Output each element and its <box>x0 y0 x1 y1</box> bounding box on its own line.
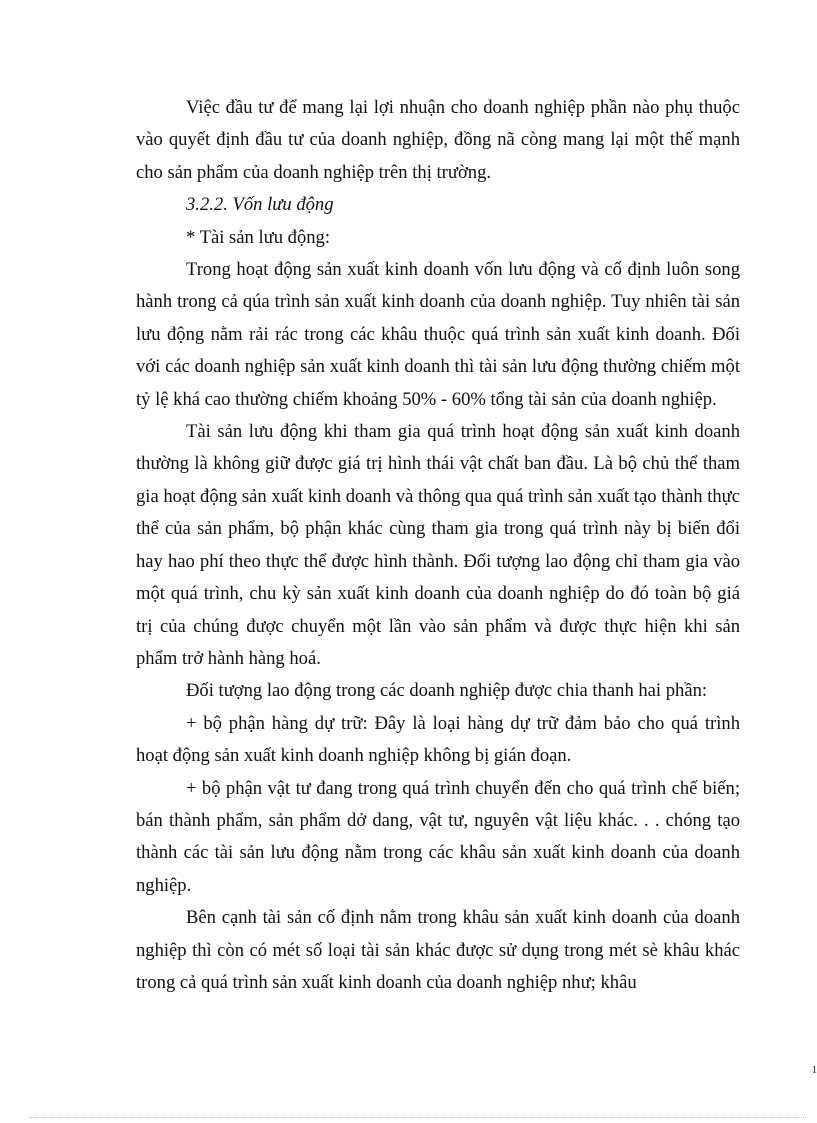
paragraph-other-assets: Bên cạnh tài sản cố định nằm trong khâu sản xuất kinh doanh của doanh nghiệp thì còn có mét số loại tài sản khác được sử dụng trong mét sè khâu khác trong cả quá trình sản xuất kinh doanh của doanh nghiệp như; khâu <box>136 907 740 993</box>
paragraph-investment: Việc đầu tư để mang lại lợi nhuận cho doanh nghiệp phần nào phụ thuộc vào quyết định đầu tư của doanh nghiệp, đồng nã còng mang lại một thế mạnh cho sản phẩm của doanh nghiệp trên thị trường. <box>136 97 740 183</box>
page-bottom-dotted-rule <box>28 1117 806 1118</box>
document-body <box>136 92 740 999</box>
list-item-materials-in-transit: + bộ phận vật tư đang trong quá trình chuyển đến cho quá trình chế biến; bán thành phẩm, sản phẩm dở dang, vật tư, nguyên vật liệu khác. . . chóng tạo thành các tài sản lưu động nằm trong các khâu sản xuất kinh doanh của doanh nghiệp. <box>136 777 740 896</box>
page-number: 1 <box>812 1065 817 1076</box>
paragraph-current-assets-transformation: Tài sản lưu động khi tham gia quá trình hoạt động sản xuất kinh doanh thường là không giữ được giá trị hình thái vật chất ban đầu. Là bộ chủ thể tham gia hoạt động sản xuất kinh doanh và thông qua quá trình sản xuất tạo thành thực thể của sản phẩm, bộ phận khác cùng tham gia trong quá trình này bị biến đổi hay hao phí theo thực thể được hình thành. Đối tượng lao động chỉ tham gia vào một quá trình, chu kỳ sản xuất kinh doanh của doanh nghiệp do đó toàn bộ giá trị của chúng được chuyển một lần vào sản phẩm và được thực hiện khi sản phẩm trở hành hàng hoá. <box>136 421 740 669</box>
paragraph-current-assets-overview: Trong hoạt động sản xuất kinh doanh vốn lưu động và cố định luôn song hành trong cả qúa trình sản xuất kinh doanh của doanh nghiệp. Tuy nhiên tài sản lưu động nằm rải rác trong các khâu thuộc quá trình sản xuất kinh doanh. Đối với các doanh nghiệp sản xuất kinh doanh thì tài sản lưu động thường chiếm một tỷ lệ khá cao thường chiếm khoảng 50% - 60% tổng tài sản của doanh nghiệp. <box>136 259 740 410</box>
paragraph-labor-objects-division: Đối tượng lao động trong các doanh nghiệp được chia thanh hai phần: <box>186 680 708 702</box>
section-heading-working-capital: 3.2.2. Vốn lưu động <box>186 194 334 216</box>
list-item-reserve-goods: + bộ phận hàng dự trữ: Đây là loại hàng dự trữ đảm bảo cho quá trình hoạt động sản xuất kinh doanh nghiệp không bị gián đoạn. <box>136 712 740 767</box>
subheading-current-assets: * Tài sản lưu động: <box>186 226 331 248</box>
